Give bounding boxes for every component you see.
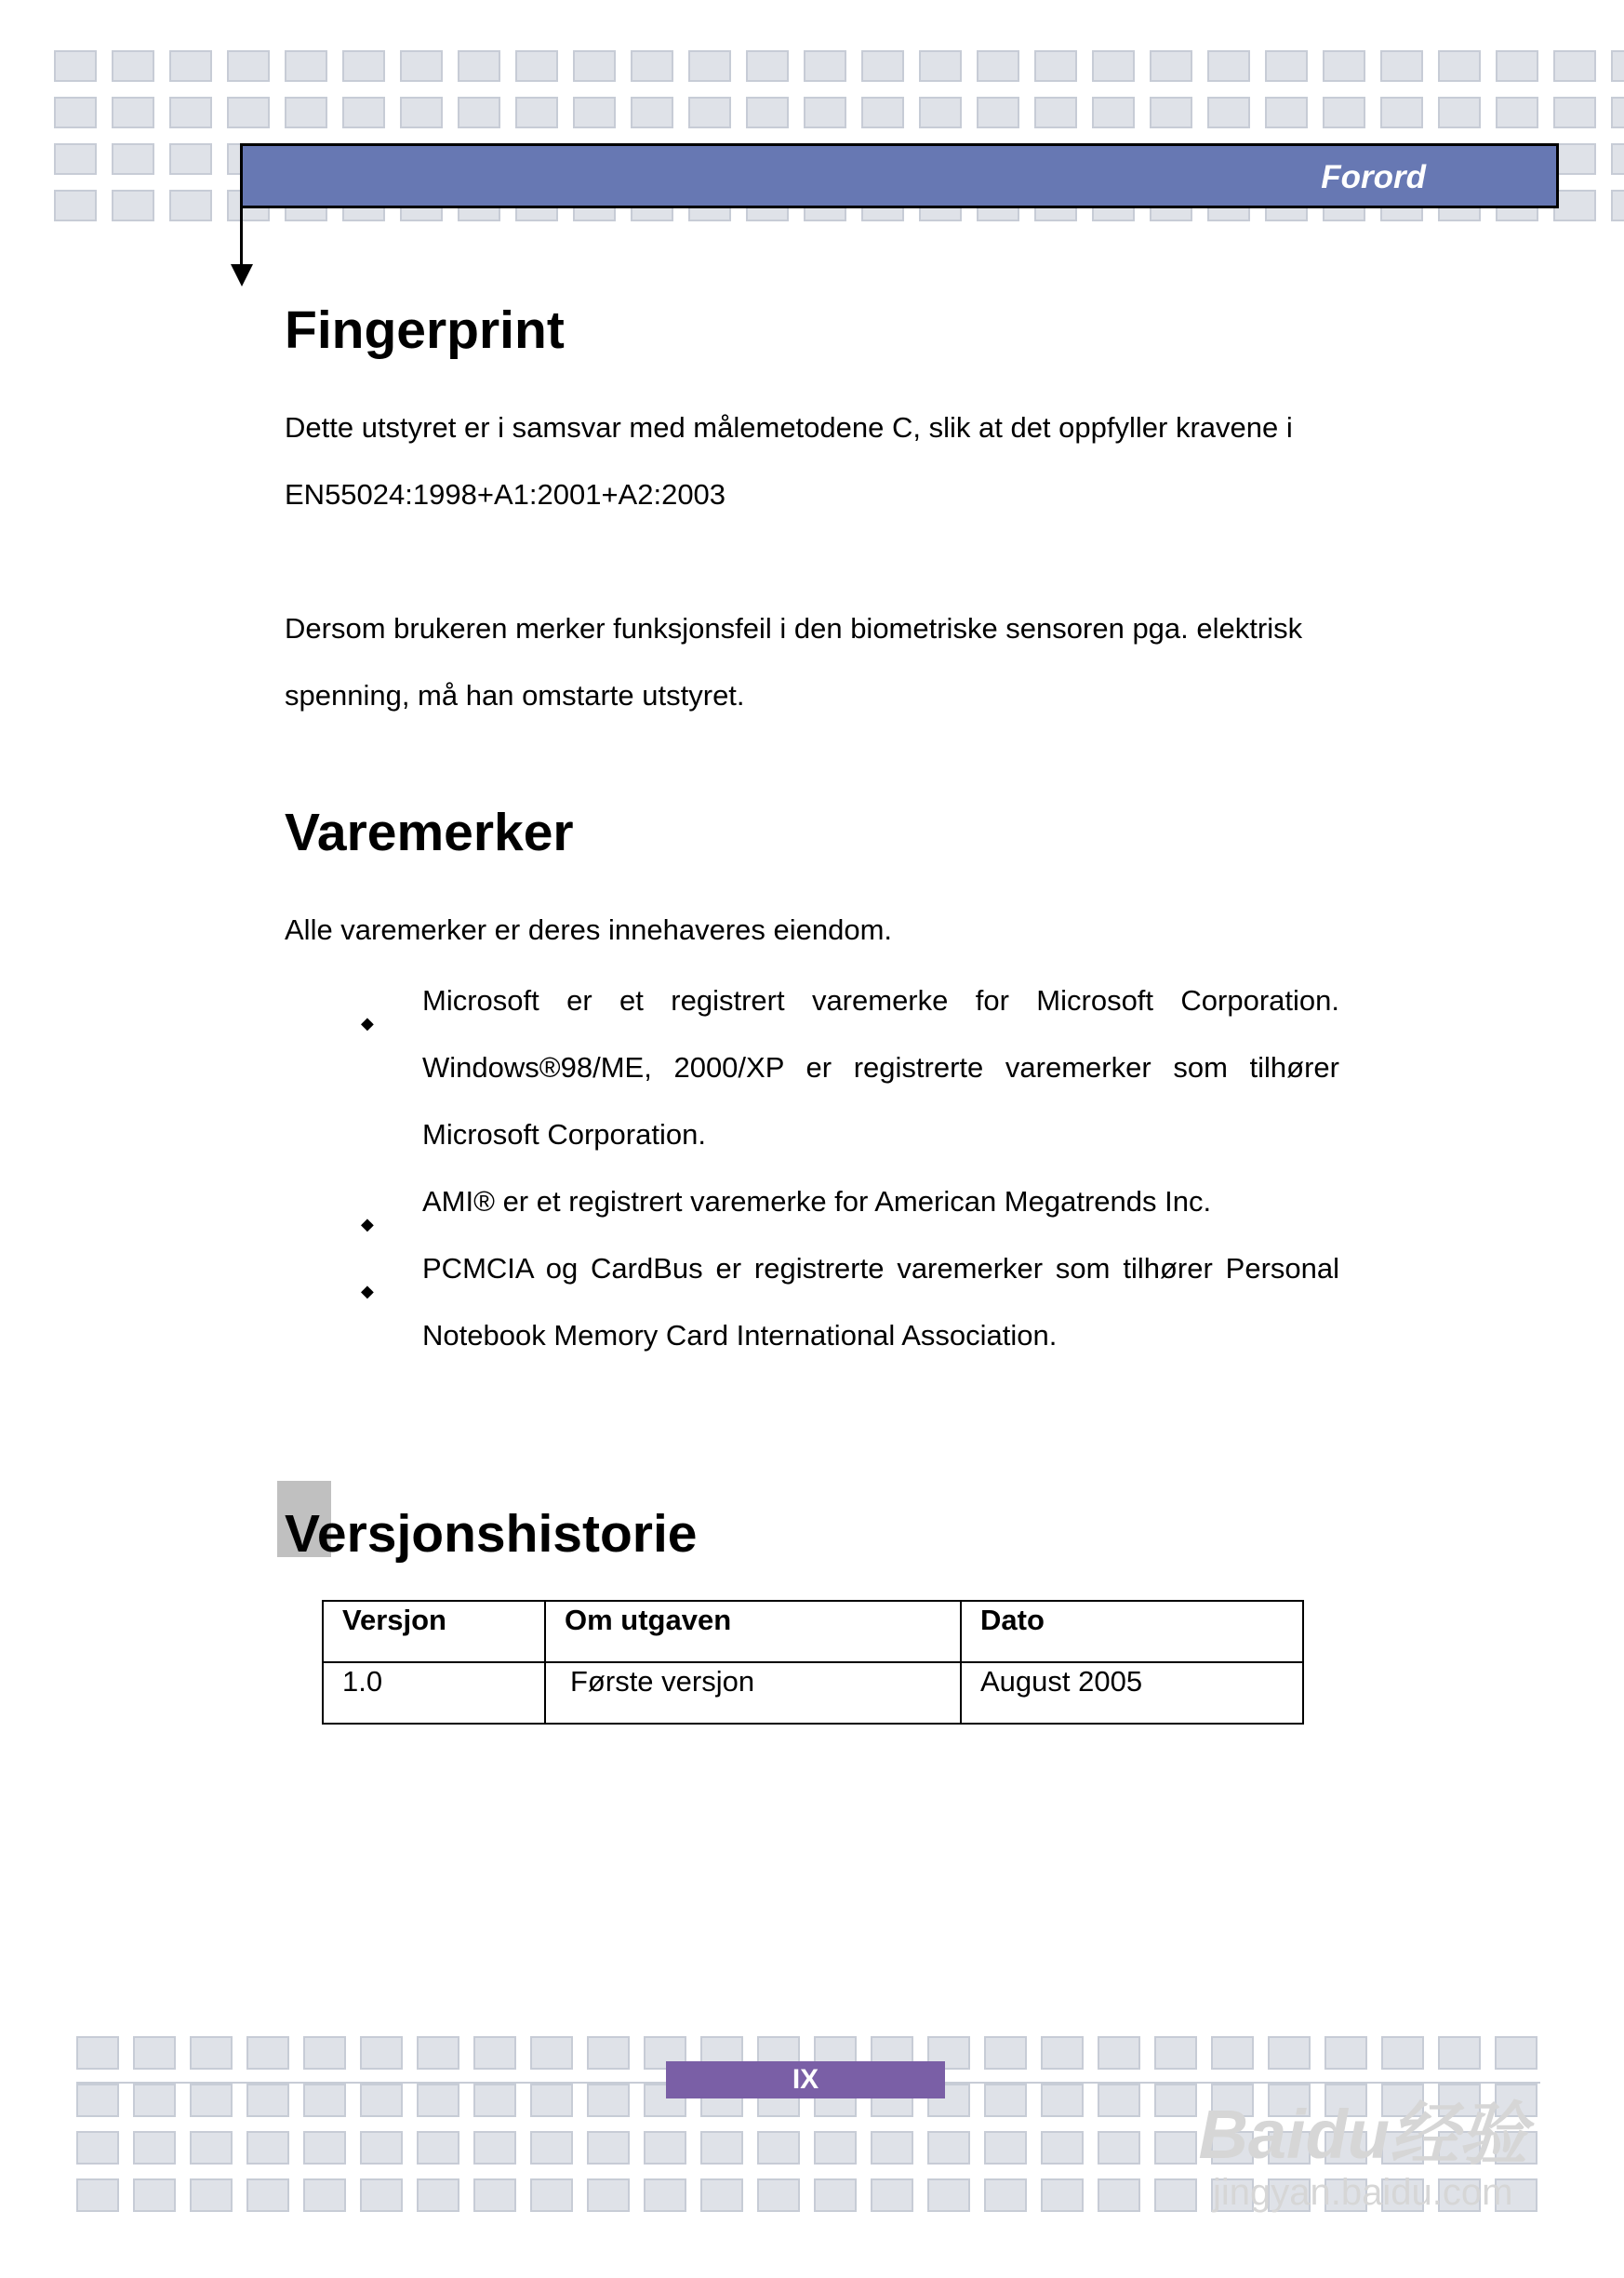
decorative-tile: [458, 50, 500, 82]
decorative-tile: [1553, 143, 1596, 175]
table-cell-date: August 2005: [961, 1662, 1303, 1724]
chapter-header-bar: [240, 143, 1559, 208]
decorative-tile: [76, 2036, 119, 2070]
decorative-tile: [1611, 143, 1624, 175]
decorative-tile: [246, 2036, 289, 2070]
decorative-tile: [133, 2178, 176, 2212]
decorative-tile: [303, 2178, 346, 2212]
header-arrow-line: [240, 208, 243, 266]
decorative-tile: [631, 50, 673, 82]
decorative-tile: [984, 2036, 1027, 2070]
table-row: [323, 1662, 1303, 1724]
decorative-tile: [458, 97, 500, 128]
decorative-tile: [644, 2178, 686, 2212]
decorative-tile: [631, 97, 673, 128]
bullet-diamond-icon: ◆: [361, 1282, 374, 1300]
table-cell-about: Første versjon: [545, 1662, 961, 1724]
decorative-tile: [1496, 50, 1538, 82]
decorative-tile: [303, 2084, 346, 2117]
decorative-tile: [515, 97, 558, 128]
fingerprint-heading: Fingerprint: [285, 300, 565, 360]
decorative-tile: [700, 2178, 743, 2212]
decorative-tile: [1041, 2084, 1084, 2117]
decorative-tile: [190, 2131, 233, 2165]
decorative-tile: [473, 2178, 516, 2212]
decorative-tile: [473, 2131, 516, 2165]
decorative-tile: [133, 2131, 176, 2165]
decorative-tile: [1098, 2131, 1140, 2165]
decorative-tile: [1611, 190, 1624, 221]
table-cell-version: 1.0: [323, 1662, 545, 1724]
decorative-tile: [1098, 2178, 1140, 2212]
decorative-tile: [54, 97, 97, 128]
decorative-tile: [927, 2131, 970, 2165]
decorative-tile: [1034, 50, 1077, 82]
decorative-tile: [1323, 50, 1365, 82]
decorative-tile: [1098, 2084, 1140, 2117]
list-item: [346, 1168, 1339, 1235]
decorative-tile: [1154, 2131, 1197, 2165]
decorative-tile: [473, 2084, 516, 2117]
decorative-tile: [927, 2178, 970, 2212]
decorative-tile: [360, 2131, 403, 2165]
decorative-tile: [919, 97, 962, 128]
list-item: [346, 967, 1339, 1168]
decorative-tile: [1380, 50, 1423, 82]
decorative-tile: [1323, 97, 1365, 128]
decorative-tile: [360, 2178, 403, 2212]
trademarks-intro: Alle varemerker er deres innehaveres eiendom.: [285, 913, 893, 946]
decorative-tile: [133, 2036, 176, 2070]
decorative-tile: [473, 2036, 516, 2070]
fingerprint-paragraph-1: Dette utstyret er i samsvar med målemetodene C, slik at det oppfyller kravene i EN55024:1998+A1:2001+A2:2003: [285, 411, 1293, 511]
decorative-tile: [1381, 2036, 1424, 2070]
trademark-list: [346, 967, 1339, 1369]
version-history-heading: Versjonshistorie: [285, 1504, 698, 1564]
decorative-tile: [285, 50, 327, 82]
decorative-tile: [1154, 2084, 1197, 2117]
decorative-tile: [814, 2131, 857, 2165]
decorative-tile: [1553, 50, 1596, 82]
decorative-tile: [169, 50, 212, 82]
decorative-tile: [1438, 50, 1481, 82]
decorative-tile: [1041, 2036, 1084, 2070]
decorative-tile: [1150, 97, 1192, 128]
decorative-tile: [1438, 97, 1481, 128]
decorative-tile: [76, 2084, 119, 2117]
trademarks-heading: Varemerker: [285, 803, 574, 862]
decorative-tile: [977, 97, 1019, 128]
decorative-tile: [814, 2178, 857, 2212]
decorative-tile: [246, 2084, 289, 2117]
list-item-text: PCMCIA og CardBus er registrerte varemerker som tilhører Personal Notebook Memory Card International Association.: [422, 1252, 1339, 1352]
decorative-tile: [342, 97, 385, 128]
decorative-tile: [1496, 97, 1538, 128]
decorative-tile: [76, 2131, 119, 2165]
decorative-tile: [1265, 97, 1308, 128]
bullet-diamond-icon: ◆: [361, 1014, 374, 1032]
decorative-tile: [1098, 2036, 1140, 2070]
watermark-brand: Baidu经验: [1198, 2096, 1527, 2173]
decorative-tile: [76, 2178, 119, 2212]
decorative-tile: [360, 2084, 403, 2117]
decorative-tile: [984, 2084, 1027, 2117]
decorative-tile: [644, 2131, 686, 2165]
decorative-tile: [360, 2036, 403, 2070]
decorative-tile: [530, 2084, 573, 2117]
decorative-tile: [1150, 50, 1192, 82]
chapter-title: Forord: [1321, 159, 1426, 195]
decorative-tile: [919, 50, 962, 82]
decorative-tile: [1041, 2178, 1084, 2212]
decorative-tile: [1207, 97, 1250, 128]
decorative-tile: [112, 190, 154, 221]
decorative-tile: [303, 2036, 346, 2070]
decorative-tile: [112, 143, 154, 175]
decorative-tile: [1034, 97, 1077, 128]
decorative-tile: [227, 50, 270, 82]
decorative-tile: [700, 2131, 743, 2165]
decorative-tile: [1553, 97, 1596, 128]
decorative-tile: [417, 2084, 459, 2117]
decorative-tile: [530, 2131, 573, 2165]
decorative-tile: [54, 143, 97, 175]
decorative-tile: [804, 50, 846, 82]
fingerprint-paragraph-2: Dersom brukeren merker funksjonsfeil i den biometriske sensoren pga. elektrisk spenning, må han omstarte utstyret.: [285, 612, 1303, 712]
bullet-diamond-icon: ◆: [361, 1215, 374, 1233]
table-header-row: [323, 1601, 1303, 1662]
decorative-tile: [342, 50, 385, 82]
decorative-tile: [587, 2036, 630, 2070]
decorative-tile: [190, 2036, 233, 2070]
column-header-version: Versjon: [323, 1601, 545, 1662]
page-number: IX: [666, 2061, 945, 2098]
decorative-tile: [871, 2131, 913, 2165]
decorative-tile: [246, 2178, 289, 2212]
decorative-tile: [169, 190, 212, 221]
watermark-url: jingyan.baidu.com: [1213, 2172, 1513, 2213]
decorative-tile: [746, 97, 789, 128]
list-item-text: AMI® er et registrert varemerke for American Megatrends Inc.: [422, 1185, 1212, 1218]
decorative-tile: [757, 2178, 800, 2212]
decorative-tile: [1207, 50, 1250, 82]
decorative-tile: [285, 97, 327, 128]
decorative-tile: [977, 50, 1019, 82]
decorative-tile: [169, 97, 212, 128]
column-header-date: Dato: [961, 1601, 1303, 1662]
decorative-tile: [1553, 190, 1596, 221]
decorative-tile: [688, 97, 731, 128]
decorative-tile: [587, 2131, 630, 2165]
decorative-tile: [1154, 2036, 1197, 2070]
decorative-tile: [587, 2178, 630, 2212]
decorative-tile: [573, 97, 616, 128]
decorative-tile: [530, 2036, 573, 2070]
decorative-tile: [169, 143, 212, 175]
list-item: [346, 1235, 1339, 1369]
decorative-tile: [1092, 50, 1135, 82]
arrow-down-icon: [231, 264, 253, 286]
decorative-tile: [530, 2178, 573, 2212]
decorative-tile: [1092, 97, 1135, 128]
decorative-tile: [1611, 50, 1624, 82]
decorative-tile: [1268, 2036, 1311, 2070]
version-table: [322, 1600, 1304, 1725]
decorative-tile: [227, 97, 270, 128]
decorative-tile: [871, 2178, 913, 2212]
decorative-tile: [303, 2131, 346, 2165]
decorative-tile: [804, 97, 846, 128]
decorative-tile: [746, 50, 789, 82]
watermark: [1198, 2098, 1527, 2213]
decorative-tile: [400, 50, 443, 82]
decorative-tile: [573, 50, 616, 82]
list-item-text: Microsoft er et registrert varemerke for Microsoft Corporation. Windows®98/ME, 2000/XP er registrerte varemerker som tilhører Microsoft Corporation.: [422, 984, 1339, 1151]
decorative-tile: [190, 2084, 233, 2117]
decorative-tile: [1495, 2036, 1537, 2070]
decorative-tile: [587, 2084, 630, 2117]
decorative-tile: [1611, 97, 1624, 128]
decorative-tile: [112, 97, 154, 128]
decorative-tile: [1438, 2036, 1481, 2070]
decorative-tile: [688, 50, 731, 82]
decorative-tile: [246, 2131, 289, 2165]
decorative-tile: [861, 97, 904, 128]
decorative-tile: [417, 2036, 459, 2070]
decorative-tile: [861, 50, 904, 82]
decorative-tile: [112, 50, 154, 82]
decorative-tile: [757, 2131, 800, 2165]
decorative-tile: [1380, 97, 1423, 128]
column-header-about: Om utgaven: [545, 1601, 961, 1662]
decorative-tile: [515, 50, 558, 82]
decorative-tile: [1211, 2036, 1254, 2070]
decorative-tile: [1265, 50, 1308, 82]
decorative-tile: [984, 2178, 1027, 2212]
decorative-tile: [1324, 2036, 1367, 2070]
decorative-tile: [417, 2131, 459, 2165]
decorative-tile: [133, 2084, 176, 2117]
decorative-tile: [1041, 2131, 1084, 2165]
decorative-tile: [984, 2131, 1027, 2165]
decorative-tile: [190, 2178, 233, 2212]
decorative-tile: [1154, 2178, 1197, 2212]
decorative-tile: [400, 97, 443, 128]
decorative-tile: [54, 50, 97, 82]
decorative-tile: [417, 2178, 459, 2212]
decorative-tile: [54, 190, 97, 221]
